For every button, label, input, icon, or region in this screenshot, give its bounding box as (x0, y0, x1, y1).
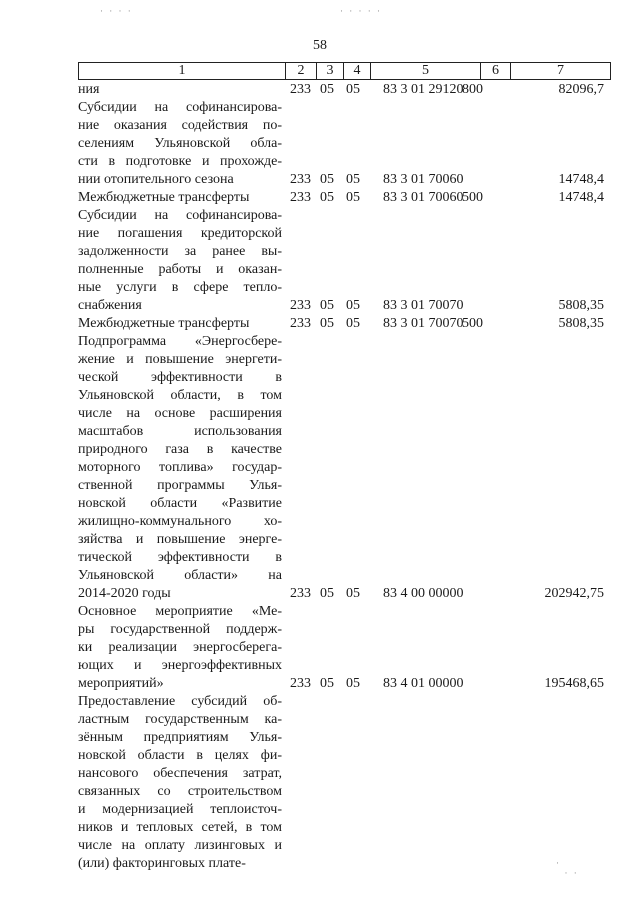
description-line: ников и тепловых сетей, в том (78, 820, 282, 835)
chapter-code: 233 (290, 298, 311, 313)
column-header-3: 3 (317, 63, 344, 80)
row-codes (78, 171, 610, 189)
target-article-code: 83 3 01 70060 (383, 190, 464, 205)
description-line: Основное мероприятие «Ме- (78, 604, 282, 619)
amount: 5808,35 (558, 316, 604, 331)
target-article-code: 83 3 01 70070 (383, 316, 464, 331)
subsection-code: 05 (346, 676, 360, 691)
section-code: 05 (320, 172, 334, 187)
description-line: Предоставление субсидий об- (78, 694, 282, 709)
column-header-5: 5 (371, 63, 481, 80)
section-code: 05 (320, 298, 334, 313)
section-code: 05 (320, 586, 334, 601)
subsection-code: 05 (346, 172, 360, 187)
description-line: жилищно-коммунального хо- (78, 514, 282, 529)
row-codes (78, 855, 610, 873)
description-line: Ульяновской области, в том (78, 388, 282, 403)
description-line: числе на оплату лизинговых и (78, 838, 282, 853)
description-line: сти в подготовке и прохожде- (78, 154, 282, 169)
description-line: Межбюджетные трансферты (78, 190, 250, 205)
description-line: ственной программы Улья- (78, 478, 282, 493)
section-code: 05 (320, 676, 334, 691)
description-line: ние погашения кредиторской (78, 226, 282, 241)
description-line: связанных со строительством (78, 784, 282, 799)
table-row (78, 207, 610, 315)
subsection-code: 05 (346, 298, 360, 313)
chapter-code: 233 (290, 676, 311, 691)
description-line: и модернизацией теплоисточ- (78, 802, 282, 817)
subsection-code: 05 (346, 190, 360, 205)
amount: 14748,4 (558, 172, 604, 187)
row-codes (78, 297, 610, 315)
description-line: Субсидии на софинансирова- (78, 208, 282, 223)
expense-type-code: 500 (462, 190, 483, 205)
description-line: зяйства и повышение энерге- (78, 532, 282, 547)
description-line: зённым предприятиям Улья- (78, 730, 282, 745)
table-row (78, 603, 610, 693)
column-header-table (78, 62, 611, 80)
section-code: 05 (320, 316, 334, 331)
description-line: (или) факторинговых плате- (78, 856, 246, 871)
amount: 82096,7 (558, 82, 604, 97)
scan-artifact-top-right: · · · · · (340, 6, 382, 16)
scan-artifact-top: · · · · (100, 6, 133, 16)
description-line: нансового обеспечения затрат, (78, 766, 282, 781)
column-header-4: 4 (344, 63, 371, 80)
chapter-code: 233 (290, 172, 311, 187)
description-line: новской области «Развитие (78, 496, 282, 511)
description-line: 2014-2020 годы (78, 586, 171, 601)
description-line: жение и повышение энергети- (78, 352, 282, 367)
amount: 202942,75 (544, 586, 604, 601)
description-line: ние оказания содействия по- (78, 118, 282, 133)
description-line: снабжения (78, 298, 142, 313)
description-line: ластным государственным ка- (78, 712, 282, 727)
description-line: моторного топлива» государ- (78, 460, 282, 475)
target-article-code: 83 4 01 00000 (383, 676, 464, 691)
description-line: числе на основе расширения (78, 406, 282, 421)
row-codes (78, 81, 610, 99)
description-line: мероприятий» (78, 676, 164, 691)
row-codes (78, 189, 610, 207)
chapter-code: 233 (290, 586, 311, 601)
budget-table-body (78, 81, 610, 873)
description-line: масштабов использования (78, 424, 282, 439)
target-article-code: 83 3 01 29120 (383, 82, 464, 97)
target-article-code: 83 4 00 00000 (383, 586, 464, 601)
chapter-code: 233 (290, 82, 311, 97)
description-line: ния (78, 82, 100, 97)
column-header-7: 7 (511, 63, 611, 80)
row-description (78, 333, 282, 603)
column-header-row (79, 63, 611, 80)
column-header-6: 6 (481, 63, 511, 80)
page-number: 58 (313, 38, 327, 53)
table-row (78, 99, 610, 189)
table-row (78, 189, 610, 207)
row-codes (78, 315, 610, 333)
expense-type-code: 500 (462, 316, 483, 331)
description-line: Межбюджетные трансферты (78, 316, 250, 331)
subsection-code: 05 (346, 82, 360, 97)
description-line: природного газа в качестве (78, 442, 282, 457)
description-line: селениям Ульяновской обла- (78, 136, 282, 151)
chapter-code: 233 (290, 190, 311, 205)
description-line: новской области в целях фи- (78, 748, 282, 763)
scan-artifact-bottom: · · · (556, 858, 579, 878)
description-line: ющих и энергоэффективных (78, 658, 282, 673)
expense-type-code: 800 (462, 82, 483, 97)
amount: 5808,35 (558, 298, 604, 313)
description-line: Ульяновской области» на (78, 568, 282, 583)
description-line: тической эффективности в (78, 550, 282, 565)
description-line: задолженности за ранее вы- (78, 244, 282, 259)
table-row (78, 693, 610, 873)
amount: 195468,65 (544, 676, 604, 691)
row-codes (78, 585, 610, 603)
amount: 14748,4 (558, 190, 604, 205)
row-codes (78, 675, 610, 693)
chapter-code: 233 (290, 316, 311, 331)
target-article-code: 83 3 01 70060 (383, 172, 464, 187)
subsection-code: 05 (346, 586, 360, 601)
description-line: ки реализации энергосберега- (78, 640, 282, 655)
table-row (78, 81, 610, 99)
description-line: полненные работы и оказан- (78, 262, 282, 277)
description-line: Подпрограмма «Энергосбере- (78, 334, 282, 349)
column-header-2: 2 (286, 63, 317, 80)
description-line: нии отопительного сезона (78, 172, 234, 187)
description-line: Субсидии на софинансирова- (78, 100, 282, 115)
table-row (78, 315, 610, 333)
description-line: ческой эффективности в (78, 370, 282, 385)
column-header-1: 1 (79, 63, 286, 80)
row-description (78, 693, 282, 873)
section-code: 05 (320, 190, 334, 205)
section-code: 05 (320, 82, 334, 97)
subsection-code: 05 (346, 316, 360, 331)
description-line: ры государственной поддерж- (78, 622, 282, 637)
table-row (78, 333, 610, 603)
target-article-code: 83 3 01 70070 (383, 298, 464, 313)
description-line: ные услуги в сфере тепло- (78, 280, 282, 295)
